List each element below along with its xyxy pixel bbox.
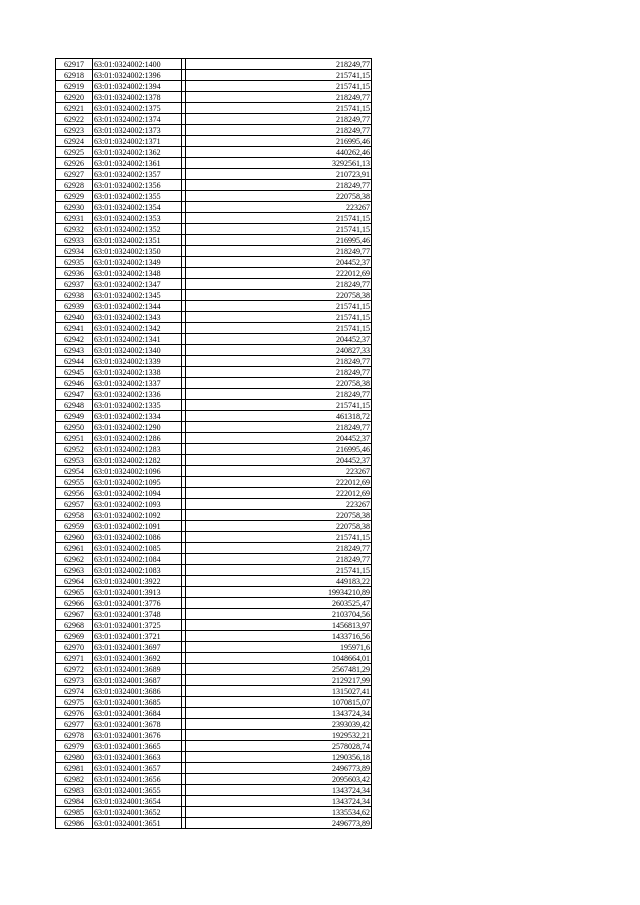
cadastral-value-cell: 215741,15 [186, 224, 372, 235]
row-number-cell: 62954 [56, 466, 93, 477]
row-number-cell: 62920 [56, 92, 93, 103]
cadastral-value-cell: 215741,15 [186, 565, 372, 576]
cadastral-number-cell: 63:01:0324002:1096 [93, 466, 182, 477]
row-number-cell: 62970 [56, 642, 93, 653]
cadastral-number-cell: 63:01:0324002:1334 [93, 411, 182, 422]
cadastral-value-cell: 1048664,01 [186, 653, 372, 664]
row-number-cell: 62925 [56, 147, 93, 158]
table-row [56, 653, 372, 664]
table-row [56, 191, 372, 202]
table-row [56, 620, 372, 631]
row-number-cell: 62928 [56, 180, 93, 191]
cadastral-number-cell: 63:01:0324002:1357 [93, 169, 182, 180]
table-row [56, 642, 372, 653]
cadastral-number-cell: 63:01:0324002:1093 [93, 499, 182, 510]
cadastral-value-cell: 215741,15 [186, 323, 372, 334]
cadastral-number-cell: 63:01:0324002:1356 [93, 180, 182, 191]
row-number-cell: 62966 [56, 598, 93, 609]
table-row [56, 752, 372, 763]
cadastral-value-cell: 218249,77 [186, 246, 372, 257]
table-row [56, 411, 372, 422]
cadastral-number-cell: 63:01:0324002:1375 [93, 103, 182, 114]
cadastral-value-cell: 223267 [186, 499, 372, 510]
table-row [56, 433, 372, 444]
cadastral-value-cell: 1290356,18 [186, 752, 372, 763]
row-number-cell: 62923 [56, 125, 93, 136]
table-row [56, 334, 372, 345]
row-number-cell: 62936 [56, 268, 93, 279]
cadastral-value-cell: 218249,77 [186, 279, 372, 290]
table-row [56, 147, 372, 158]
row-number-cell: 62921 [56, 103, 93, 114]
cadastral-number-cell: 63:01:0324002:1083 [93, 565, 182, 576]
cadastral-value-cell: 215741,15 [186, 103, 372, 114]
row-number-cell: 62977 [56, 719, 93, 730]
table-row [56, 345, 372, 356]
table-row [56, 378, 372, 389]
row-number-cell: 62948 [56, 400, 93, 411]
cadastral-number-cell: 63:01:0324002:1353 [93, 213, 182, 224]
table-row [56, 554, 372, 565]
table-row [56, 686, 372, 697]
table-row [56, 422, 372, 433]
row-number-cell: 62931 [56, 213, 93, 224]
table-row [56, 774, 372, 785]
row-number-cell: 62919 [56, 81, 93, 92]
cadastral-number-cell: 63:01:0324002:1340 [93, 345, 182, 356]
table-row [56, 92, 372, 103]
table-row [56, 818, 372, 829]
table-row [56, 136, 372, 147]
cadastral-number-cell: 63:01:0324002:1394 [93, 81, 182, 92]
row-number-cell: 62978 [56, 730, 93, 741]
cadastral-number-cell: 63:01:0324002:1286 [93, 433, 182, 444]
row-number-cell: 62982 [56, 774, 93, 785]
row-number-cell: 62955 [56, 477, 93, 488]
cadastral-number-cell: 63:01:0324002:1352 [93, 224, 182, 235]
cadastral-number-cell: 63:01:0324001:3692 [93, 653, 182, 664]
cadastral-value-cell: 215741,15 [186, 70, 372, 81]
table-row [56, 268, 372, 279]
row-number-cell: 62963 [56, 565, 93, 576]
row-number-cell: 62959 [56, 521, 93, 532]
cadastral-number-cell: 63:01:0324001:3676 [93, 730, 182, 741]
table-row [56, 356, 372, 367]
cadastral-value-cell: 223267 [186, 466, 372, 477]
cadastral-number-cell: 63:01:0324002:1085 [93, 543, 182, 554]
cadastral-value-cell: 204452,37 [186, 455, 372, 466]
cadastral-value-cell: 218249,77 [186, 554, 372, 565]
table-row [56, 785, 372, 796]
row-number-cell: 62960 [56, 532, 93, 543]
cadastral-number-cell: 63:01:0324001:3697 [93, 642, 182, 653]
cadastral-number-cell: 63:01:0324002:1339 [93, 356, 182, 367]
cadastral-value-cell: 218249,77 [186, 422, 372, 433]
cadastral-value-table [55, 58, 372, 829]
row-number-cell: 62918 [56, 70, 93, 81]
table-row [56, 279, 372, 290]
cadastral-number-cell: 63:01:0324002:1335 [93, 400, 182, 411]
cadastral-number-cell: 63:01:0324002:1354 [93, 202, 182, 213]
cadastral-number-cell: 63:01:0324002:1091 [93, 521, 182, 532]
cadastral-value-cell: 220758,38 [186, 378, 372, 389]
cadastral-number-cell: 63:01:0324002:1400 [93, 59, 182, 70]
row-number-cell: 62930 [56, 202, 93, 213]
cadastral-value-cell: 218249,77 [186, 59, 372, 70]
table-row [56, 609, 372, 620]
cadastral-value-cell: 1456813,97 [186, 620, 372, 631]
cadastral-number-cell: 63:01:0324001:3687 [93, 675, 182, 686]
cadastral-value-cell: 218249,77 [186, 92, 372, 103]
row-number-cell: 62968 [56, 620, 93, 631]
table-row [56, 323, 372, 334]
cadastral-value-cell: 2095603,42 [186, 774, 372, 785]
row-number-cell: 62962 [56, 554, 93, 565]
cadastral-number-cell: 63:01:0324001:3922 [93, 576, 182, 587]
cadastral-number-cell: 63:01:0324002:1086 [93, 532, 182, 543]
cadastral-value-cell: 2578028,74 [186, 741, 372, 752]
cadastral-value-cell: 1433716,56 [186, 631, 372, 642]
cadastral-value-cell: 216995,46 [186, 235, 372, 246]
cadastral-value-cell: 215741,15 [186, 213, 372, 224]
row-number-cell: 62945 [56, 367, 93, 378]
cadastral-number-cell: 63:01:0324002:1290 [93, 422, 182, 433]
table-row [56, 796, 372, 807]
document-page [55, 58, 372, 829]
table-row [56, 301, 372, 312]
cadastral-value-cell: 218249,77 [186, 356, 372, 367]
row-number-cell: 62934 [56, 246, 93, 257]
table-row [56, 114, 372, 125]
cadastral-value-cell: 240827,33 [186, 345, 372, 356]
cadastral-number-cell: 63:01:0324001:3721 [93, 631, 182, 642]
table-row [56, 488, 372, 499]
cadastral-value-cell: 2393039,42 [186, 719, 372, 730]
table-row [56, 499, 372, 510]
row-number-cell: 62940 [56, 312, 93, 323]
row-number-cell: 62924 [56, 136, 93, 147]
row-number-cell: 62951 [56, 433, 93, 444]
cadastral-number-cell: 63:01:0324001:3678 [93, 719, 182, 730]
table-row [56, 730, 372, 741]
cadastral-value-cell: 195971,6 [186, 642, 372, 653]
cadastral-number-cell: 63:01:0324001:3725 [93, 620, 182, 631]
row-number-cell: 62957 [56, 499, 93, 510]
table-row [56, 180, 372, 191]
table-row [56, 543, 372, 554]
cadastral-value-cell: 19934210,89 [186, 587, 372, 598]
cadastral-number-cell: 63:01:0324001:3654 [93, 796, 182, 807]
cadastral-number-cell: 63:01:0324002:1092 [93, 510, 182, 521]
cadastral-number-cell: 63:01:0324002:1371 [93, 136, 182, 147]
cadastral-number-cell: 63:01:0324002:1374 [93, 114, 182, 125]
cadastral-number-cell: 63:01:0324002:1283 [93, 444, 182, 455]
cadastral-value-cell: 2496773,89 [186, 818, 372, 829]
table-body [56, 59, 372, 829]
row-number-cell: 62975 [56, 697, 93, 708]
row-number-cell: 62984 [56, 796, 93, 807]
cadastral-number-cell: 63:01:0324001:3776 [93, 598, 182, 609]
table-row [56, 510, 372, 521]
cadastral-number-cell: 63:01:0324001:3689 [93, 664, 182, 675]
table-row [56, 741, 372, 752]
cadastral-value-cell: 222012,69 [186, 488, 372, 499]
cadastral-value-cell: 220758,38 [186, 521, 372, 532]
table-row [56, 532, 372, 543]
row-number-cell: 62969 [56, 631, 93, 642]
row-number-cell: 62935 [56, 257, 93, 268]
row-number-cell: 62983 [56, 785, 93, 796]
table-row [56, 587, 372, 598]
table-row [56, 235, 372, 246]
row-number-cell: 62972 [56, 664, 93, 675]
table-row [56, 675, 372, 686]
table-row [56, 708, 372, 719]
cadastral-value-cell: 215741,15 [186, 532, 372, 543]
row-number-cell: 62941 [56, 323, 93, 334]
table-row [56, 169, 372, 180]
cadastral-value-cell: 1343724,34 [186, 785, 372, 796]
cadastral-value-cell: 1335534,62 [186, 807, 372, 818]
cadastral-value-cell: 223267 [186, 202, 372, 213]
cadastral-number-cell: 63:01:0324001:3656 [93, 774, 182, 785]
row-number-cell: 62917 [56, 59, 93, 70]
table-row [56, 59, 372, 70]
table-row [56, 290, 372, 301]
row-number-cell: 62946 [56, 378, 93, 389]
table-row [56, 213, 372, 224]
cadastral-value-cell: 1343724,34 [186, 796, 372, 807]
table-row [56, 598, 372, 609]
cadastral-value-cell: 220758,38 [186, 290, 372, 301]
row-number-cell: 62974 [56, 686, 93, 697]
cadastral-value-cell: 2496773,89 [186, 763, 372, 774]
cadastral-value-cell: 222012,69 [186, 268, 372, 279]
row-number-cell: 62922 [56, 114, 93, 125]
cadastral-number-cell: 63:01:0324002:1345 [93, 290, 182, 301]
cadastral-number-cell: 63:01:0324002:1084 [93, 554, 182, 565]
row-number-cell: 62944 [56, 356, 93, 367]
table-row [56, 631, 372, 642]
table-row [56, 246, 372, 257]
table-row [56, 719, 372, 730]
table-row [56, 455, 372, 466]
cadastral-number-cell: 63:01:0324001:3657 [93, 763, 182, 774]
table-row [56, 565, 372, 576]
table-row [56, 312, 372, 323]
row-number-cell: 62980 [56, 752, 93, 763]
row-number-cell: 62950 [56, 422, 93, 433]
cadastral-number-cell: 63:01:0324001:3685 [93, 697, 182, 708]
table-row [56, 400, 372, 411]
row-number-cell: 62971 [56, 653, 93, 664]
cadastral-value-cell: 2129217,99 [186, 675, 372, 686]
row-number-cell: 62937 [56, 279, 93, 290]
cadastral-value-cell: 216995,46 [186, 136, 372, 147]
row-number-cell: 62967 [56, 609, 93, 620]
cadastral-value-cell: 215741,15 [186, 81, 372, 92]
cadastral-value-cell: 1070815,07 [186, 697, 372, 708]
cadastral-number-cell: 63:01:0324002:1337 [93, 378, 182, 389]
cadastral-number-cell: 63:01:0324001:3651 [93, 818, 182, 829]
table-row [56, 697, 372, 708]
table-row [56, 125, 372, 136]
row-number-cell: 62953 [56, 455, 93, 466]
cadastral-value-cell: 2603525,47 [186, 598, 372, 609]
table-row [56, 224, 372, 235]
row-number-cell: 62985 [56, 807, 93, 818]
row-number-cell: 62986 [56, 818, 93, 829]
row-number-cell: 62981 [56, 763, 93, 774]
cadastral-number-cell: 63:01:0324001:3748 [93, 609, 182, 620]
cadastral-value-cell: 1315027,41 [186, 686, 372, 697]
cadastral-number-cell: 63:01:0324002:1338 [93, 367, 182, 378]
row-number-cell: 62958 [56, 510, 93, 521]
cadastral-value-cell: 204452,37 [186, 257, 372, 268]
cadastral-value-cell: 216995,46 [186, 444, 372, 455]
cadastral-number-cell: 63:01:0324002:1378 [93, 92, 182, 103]
cadastral-number-cell: 63:01:0324002:1361 [93, 158, 182, 169]
row-number-cell: 62949 [56, 411, 93, 422]
cadastral-number-cell: 63:01:0324002:1362 [93, 147, 182, 158]
row-number-cell: 62947 [56, 389, 93, 400]
cadastral-number-cell: 63:01:0324002:1396 [93, 70, 182, 81]
cadastral-value-cell: 220758,38 [186, 191, 372, 202]
cadastral-number-cell: 63:01:0324001:3684 [93, 708, 182, 719]
cadastral-value-cell: 218249,77 [186, 389, 372, 400]
cadastral-number-cell: 63:01:0324001:3913 [93, 587, 182, 598]
row-number-cell: 62942 [56, 334, 93, 345]
cadastral-number-cell: 63:01:0324002:1349 [93, 257, 182, 268]
table-row [56, 389, 372, 400]
cadastral-value-cell: 204452,37 [186, 433, 372, 444]
table-row [56, 466, 372, 477]
cadastral-number-cell: 63:01:0324002:1094 [93, 488, 182, 499]
table-row [56, 807, 372, 818]
cadastral-value-cell: 215741,15 [186, 312, 372, 323]
cadastral-value-cell: 2103704,56 [186, 609, 372, 620]
table-row [56, 367, 372, 378]
cadastral-number-cell: 63:01:0324001:3665 [93, 741, 182, 752]
cadastral-value-cell: 449183,22 [186, 576, 372, 587]
table-row [56, 81, 372, 92]
table-row [56, 202, 372, 213]
cadastral-value-cell: 220758,38 [186, 510, 372, 521]
row-number-cell: 62979 [56, 741, 93, 752]
row-number-cell: 62927 [56, 169, 93, 180]
cadastral-number-cell: 63:01:0324001:3686 [93, 686, 182, 697]
cadastral-number-cell: 63:01:0324002:1350 [93, 246, 182, 257]
table-row [56, 444, 372, 455]
table-row [56, 103, 372, 114]
cadastral-number-cell: 63:01:0324001:3655 [93, 785, 182, 796]
cadastral-value-cell: 1929532,21 [186, 730, 372, 741]
row-number-cell: 62956 [56, 488, 93, 499]
row-number-cell: 62961 [56, 543, 93, 554]
cadastral-value-cell: 215741,15 [186, 301, 372, 312]
table-row [56, 576, 372, 587]
cadastral-number-cell: 63:01:0324002:1342 [93, 323, 182, 334]
table-row [56, 70, 372, 81]
cadastral-number-cell: 63:01:0324002:1343 [93, 312, 182, 323]
row-number-cell: 62952 [56, 444, 93, 455]
table-row [56, 763, 372, 774]
row-number-cell: 62933 [56, 235, 93, 246]
table-row [56, 257, 372, 268]
cadastral-number-cell: 63:01:0324002:1341 [93, 334, 182, 345]
cadastral-value-cell: 218249,77 [186, 543, 372, 554]
table-row [56, 664, 372, 675]
row-number-cell: 62938 [56, 290, 93, 301]
table-row [56, 521, 372, 532]
row-number-cell: 62932 [56, 224, 93, 235]
row-number-cell: 62965 [56, 587, 93, 598]
row-number-cell: 62973 [56, 675, 93, 686]
cadastral-value-cell: 218249,77 [186, 367, 372, 378]
cadastral-value-cell: 215741,15 [186, 400, 372, 411]
cadastral-number-cell: 63:01:0324002:1336 [93, 389, 182, 400]
row-number-cell: 62926 [56, 158, 93, 169]
cadastral-number-cell: 63:01:0324002:1095 [93, 477, 182, 488]
cadastral-value-cell: 2567481,29 [186, 664, 372, 675]
cadastral-number-cell: 63:01:0324001:3652 [93, 807, 182, 818]
row-number-cell: 62943 [56, 345, 93, 356]
cadastral-value-cell: 440262,46 [186, 147, 372, 158]
row-number-cell: 62929 [56, 191, 93, 202]
cadastral-number-cell: 63:01:0324002:1347 [93, 279, 182, 290]
cadastral-number-cell: 63:01:0324002:1344 [93, 301, 182, 312]
cadastral-value-cell: 204452,37 [186, 334, 372, 345]
row-number-cell: 62976 [56, 708, 93, 719]
cadastral-value-cell: 218249,77 [186, 125, 372, 136]
row-number-cell: 62964 [56, 576, 93, 587]
cadastral-value-cell: 3292561,13 [186, 158, 372, 169]
cadastral-number-cell: 63:01:0324001:3663 [93, 752, 182, 763]
cadastral-number-cell: 63:01:0324002:1355 [93, 191, 182, 202]
cadastral-value-cell: 218249,77 [186, 180, 372, 191]
cadastral-number-cell: 63:01:0324002:1282 [93, 455, 182, 466]
row-number-cell: 62939 [56, 301, 93, 312]
cadastral-number-cell: 63:01:0324002:1351 [93, 235, 182, 246]
cadastral-value-cell: 210723,91 [186, 169, 372, 180]
cadastral-value-cell: 218249,77 [186, 114, 372, 125]
table-row [56, 477, 372, 488]
table-row [56, 158, 372, 169]
cadastral-value-cell: 222012,69 [186, 477, 372, 488]
cadastral-number-cell: 63:01:0324002:1348 [93, 268, 182, 279]
cadastral-value-cell: 1343724,34 [186, 708, 372, 719]
cadastral-number-cell: 63:01:0324002:1373 [93, 125, 182, 136]
cadastral-value-cell: 461318,72 [186, 411, 372, 422]
